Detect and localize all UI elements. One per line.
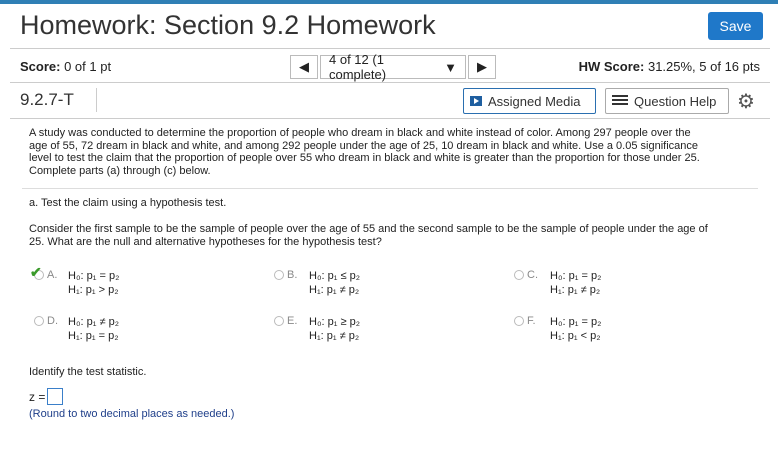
page-title: Homework: Section 9.2 Homework — [20, 10, 436, 40]
question-id: 9.2.7-T — [20, 90, 74, 109]
alt-hypothesis: H₁: p₁ < p₂ — [550, 330, 601, 342]
alt-hypothesis: H₁: p₁ ≠ p₂ — [309, 330, 360, 342]
top-accent-bar — [0, 0, 778, 4]
option-letter: E. — [287, 315, 298, 327]
identify-text: Identify the test statistic. — [29, 366, 147, 378]
gear-icon[interactable]: ⚙ — [737, 91, 755, 113]
option-d-hypotheses — [68, 315, 119, 343]
z-label: z = — [29, 389, 46, 404]
radio-circle — [274, 270, 284, 280]
null-hypothesis: H₀: p₁ = p₂ — [68, 270, 120, 282]
problem-line: level to test the claim that the proportion of people over 55 who dream in black and white is greater than the proportion for those under 25. — [29, 152, 700, 164]
alt-hypothesis: H₁: p₁ > p₂ — [68, 284, 119, 296]
question-help-button[interactable] — [605, 88, 729, 114]
option-d-radio[interactable] — [34, 315, 58, 327]
z-answer-row — [29, 388, 63, 405]
problem-line: age of 55, 72 dream in black and white, and among 292 people under the age of 25, 10 dream in black and white. Use a 0.05 significance — [29, 139, 699, 152]
part-a-heading: a. Test the claim using a hypothesis test. — [29, 197, 227, 209]
null-hypothesis: H₀: p₁ = p₂ — [550, 270, 602, 282]
z-input[interactable] — [47, 388, 63, 405]
divider — [22, 188, 758, 189]
problem-line: A study was conducted to determine the proportion of people who dream in black and white instead of color. Among 297 people over the — [29, 127, 691, 139]
assigned-media-label: Assigned Media — [488, 93, 581, 109]
alt-hypothesis: H₁: p₁ ≠ p₂ — [309, 284, 360, 296]
option-e-hypotheses — [309, 315, 360, 343]
alt-hypothesis: H₁: p₁ ≠ p₂ — [550, 284, 601, 296]
radio-circle — [274, 316, 284, 326]
option-b-radio[interactable] — [274, 269, 297, 281]
save-button[interactable]: Save — [708, 12, 763, 40]
null-hypothesis: H₀: p₁ = p₂ — [550, 316, 602, 328]
null-hypothesis: H₀: p₁ ≠ p₂ — [68, 316, 119, 328]
radio-circle — [514, 270, 524, 280]
question-help-label: Question Help — [634, 93, 717, 109]
prev-arrow-icon: ◀ — [299, 59, 309, 74]
score — [20, 59, 111, 74]
option-e-radio[interactable] — [274, 315, 297, 327]
null-hypothesis: H₀: p₁ ≤ p₂ — [309, 270, 360, 282]
media-icon — [470, 96, 482, 106]
next-question-button[interactable] — [468, 55, 496, 79]
hw-score-value: 31.25%, 5 of 16 pts — [647, 59, 760, 74]
divider — [10, 118, 770, 119]
divider — [10, 48, 770, 49]
alt-hypothesis: H₁: p₁ = p₂ — [68, 330, 119, 342]
radio-circle — [514, 316, 524, 326]
option-a-radio[interactable] — [30, 264, 58, 281]
option-f-hypotheses — [550, 315, 601, 343]
list-icon — [612, 95, 628, 107]
option-letter: F. — [527, 315, 536, 327]
option-a-hypotheses — [68, 269, 119, 297]
option-b-hypotheses — [309, 269, 360, 297]
option-letter: D. — [47, 315, 58, 327]
consider-line: Consider the first sample to be the sample of people over the age of 55 and the second sample to be the sample of people under the age of — [29, 223, 708, 235]
radio-circle — [34, 316, 44, 326]
score-value: 0 of 1 pt — [64, 59, 112, 74]
checkmark-icon: ✔ — [30, 264, 42, 280]
caret-down-icon: ▼ — [444, 59, 457, 75]
divider — [96, 88, 97, 112]
question-selector-label: 4 of 12 (1 complete) — [329, 52, 387, 82]
next-arrow-icon: ▶ — [477, 59, 487, 74]
prev-question-button[interactable] — [290, 55, 318, 79]
problem-text — [29, 127, 700, 177]
null-hypothesis: H₀: p₁ ≥ p₂ — [309, 316, 360, 328]
assigned-media-button[interactable] — [463, 88, 596, 114]
consider-line: 25. What are the null and alternative hypotheses for the hypothesis test? — [29, 235, 382, 248]
option-letter: C. — [527, 269, 538, 281]
question-selector[interactable] — [320, 52, 466, 82]
hw-score-label: HW Score: — [578, 59, 645, 74]
score-label: Score: — [20, 59, 61, 74]
option-letter: A. — [47, 269, 58, 281]
option-f-radio[interactable] — [514, 315, 536, 327]
divider — [10, 82, 770, 83]
option-letter: B. — [287, 269, 298, 281]
hw-score — [579, 59, 760, 74]
consider-text — [29, 223, 708, 248]
problem-line: Complete parts (a) through (c) below. — [29, 164, 211, 177]
round-note: (Round to two decimal places as needed.) — [29, 408, 235, 420]
option-c-hypotheses — [550, 269, 601, 297]
option-c-radio[interactable] — [514, 269, 538, 281]
